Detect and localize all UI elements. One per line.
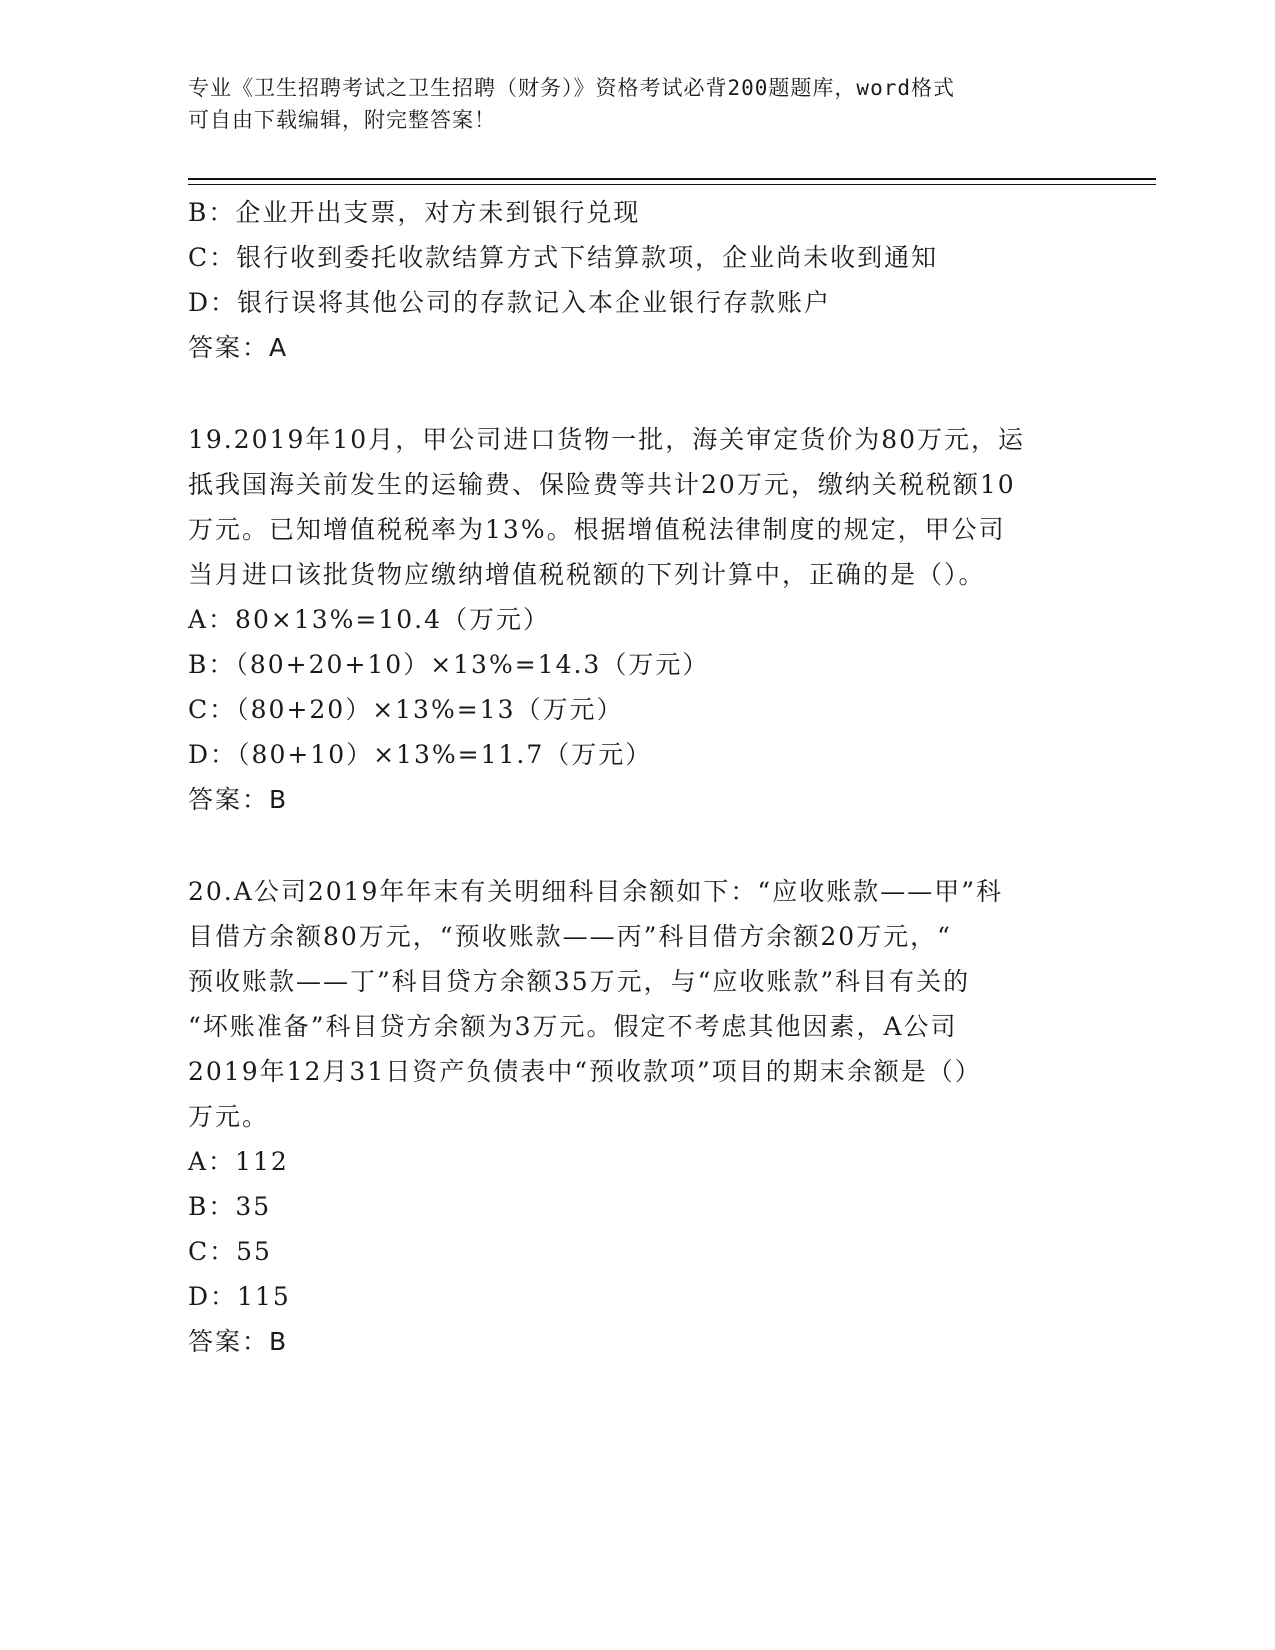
question-text-line: 目借方余额80万元，“预收账款——丙”科目借方余额20万元，“ xyxy=(188,922,952,951)
question-text-line: 万元。已知增值税税率为13%。根据增值税法律制度的规定，甲公司 xyxy=(188,515,1006,544)
option-b: B：35 xyxy=(188,1192,272,1221)
document-body xyxy=(188,190,1088,1364)
header-divider-thin xyxy=(188,184,1156,185)
option-a: A：80×13%=10.4（万元） xyxy=(188,605,550,634)
question-text-line: 19.2019年10月，甲公司进口货物一批，海关审定货价为80万元，运 xyxy=(188,425,1026,454)
option-c: C：银行收到委托收款结算方式下结算款项，企业尚未收到通知 xyxy=(188,243,939,272)
option-c: C：（80+20）×13%=13（万元） xyxy=(188,695,624,724)
option-c: C：55 xyxy=(188,1237,272,1266)
answer-line: 答案：A xyxy=(188,333,289,362)
spacer xyxy=(188,822,1088,869)
option-a: A：112 xyxy=(188,1147,289,1176)
document-header xyxy=(188,72,1088,136)
header-line-2: 可自由下载编辑，附完整答案！ xyxy=(188,108,496,132)
answer-line: 答案：B xyxy=(188,785,289,814)
question-text-line: “坏账准备”科目贷方余额为3万元。假定不考虑其他因素，A公司 xyxy=(188,1012,958,1041)
option-b: B：（80+20+10）×13%=14.3（万元） xyxy=(188,650,710,679)
question-text-line: 万元。 xyxy=(188,1102,270,1131)
question-18-continued xyxy=(188,190,1088,370)
option-d: D：银行误将其他公司的存款记入本企业银行存款账户 xyxy=(188,288,832,317)
question-20 xyxy=(188,869,1088,1364)
question-text-line: 当月进口该批货物应缴纳增值税税额的下列计算中，正确的是（）。 xyxy=(188,560,986,589)
option-d: D：115 xyxy=(188,1282,291,1311)
question-text-line: 20.A公司2019年年末有关明细科目余额如下：“应收账款——甲”科 xyxy=(188,877,1003,906)
question-text-line: 预收账款——丁”科目贷方余额35万元，与“应收账款”科目有关的 xyxy=(188,967,971,996)
spacer xyxy=(188,370,1088,417)
question-text-line: 2019年12月31日资产负债表中“预收款项”项目的期末余额是（） xyxy=(188,1057,982,1086)
question-19 xyxy=(188,417,1088,822)
header-line-1: 专业《卫生招聘考试之卫生招聘（财务）》资格考试必背200题题库，word格式 xyxy=(188,76,955,100)
option-d: D：（80+10）×13%=11.7（万元） xyxy=(188,740,653,769)
question-text-line: 抵我国海关前发生的运输费、保险费等共计20万元，缴纳关税税额10 xyxy=(188,470,1016,499)
option-b: B：企业开出支票，对方未到银行兑现 xyxy=(188,198,641,227)
answer-line: 答案：B xyxy=(188,1327,289,1356)
header-divider-thick xyxy=(188,178,1156,180)
